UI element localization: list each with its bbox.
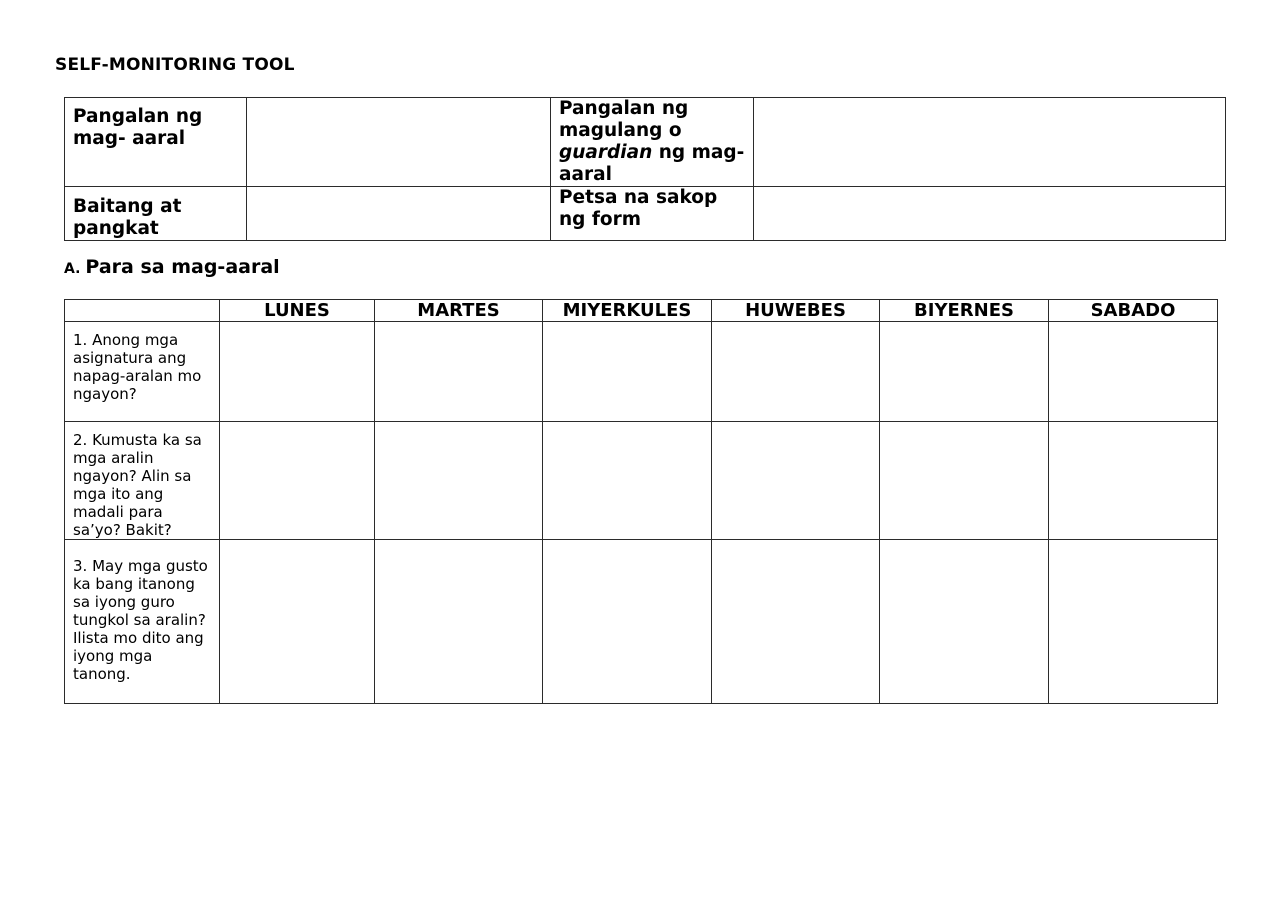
answer-cell[interactable]: [1049, 540, 1218, 704]
corner-cell: [65, 300, 220, 322]
answer-cell[interactable]: [880, 322, 1049, 422]
answer-cell[interactable]: [543, 540, 712, 704]
date-coverage-field[interactable]: [754, 187, 1226, 241]
section-title: Para sa mag-aaral: [85, 256, 280, 278]
answer-cell[interactable]: [375, 422, 543, 540]
question-row: [65, 322, 1218, 422]
question-cell: 1. Anong mga asignatura ang napag-aralan mo ngayon?: [65, 322, 220, 422]
answer-cell[interactable]: [543, 322, 712, 422]
question-row: [65, 422, 1218, 540]
day-header: HUWEBES: [712, 300, 880, 322]
answer-cell[interactable]: [220, 422, 375, 540]
answer-cell[interactable]: [712, 422, 880, 540]
document-title: SELF-MONITORING TOOL: [55, 55, 295, 75]
day-header: BIYERNES: [880, 300, 1049, 322]
student-name-label: Pangalan ng mag- aaral: [65, 98, 247, 187]
question-cell: 3. May mga gusto ka bang itanong sa iyong guro tungkol sa aralin? Ilista mo dito ang iyong mga tanong.: [65, 540, 220, 704]
answer-cell[interactable]: [375, 540, 543, 704]
day-header: LUNES: [220, 300, 375, 322]
section-marker: A.: [64, 261, 81, 277]
answer-cell[interactable]: [543, 422, 712, 540]
date-coverage-label: Petsa na sakop ng form: [551, 187, 754, 241]
student-info-table: [64, 97, 1226, 241]
answer-cell[interactable]: [220, 322, 375, 422]
grade-section-field[interactable]: [247, 187, 551, 241]
day-header: MIYERKULES: [543, 300, 712, 322]
answer-cell[interactable]: [712, 322, 880, 422]
weekly-monitoring-table: [64, 299, 1218, 704]
day-header-row: [65, 300, 1218, 322]
day-header: SABADO: [1049, 300, 1218, 322]
day-header: MARTES: [375, 300, 543, 322]
grade-section-label: Baitang at pangkat: [65, 187, 247, 241]
answer-cell[interactable]: [880, 422, 1049, 540]
answer-cell[interactable]: [880, 540, 1049, 704]
answer-cell[interactable]: [1049, 422, 1218, 540]
student-name-field[interactable]: [247, 98, 551, 187]
question-row: [65, 540, 1218, 704]
parent-name-field[interactable]: [754, 98, 1226, 187]
question-cell: 2. Kumusta ka sa mga aralin ngayon? Alin sa mga ito ang madali para sa’yo? Bakit?: [65, 422, 220, 540]
section-a-heading: [64, 256, 280, 278]
parent-name-label: Pangalan ng magulang o guardian ng mag-aaral: [551, 98, 754, 187]
answer-cell[interactable]: [1049, 322, 1218, 422]
answer-cell[interactable]: [712, 540, 880, 704]
answer-cell[interactable]: [220, 540, 375, 704]
answer-cell[interactable]: [375, 322, 543, 422]
